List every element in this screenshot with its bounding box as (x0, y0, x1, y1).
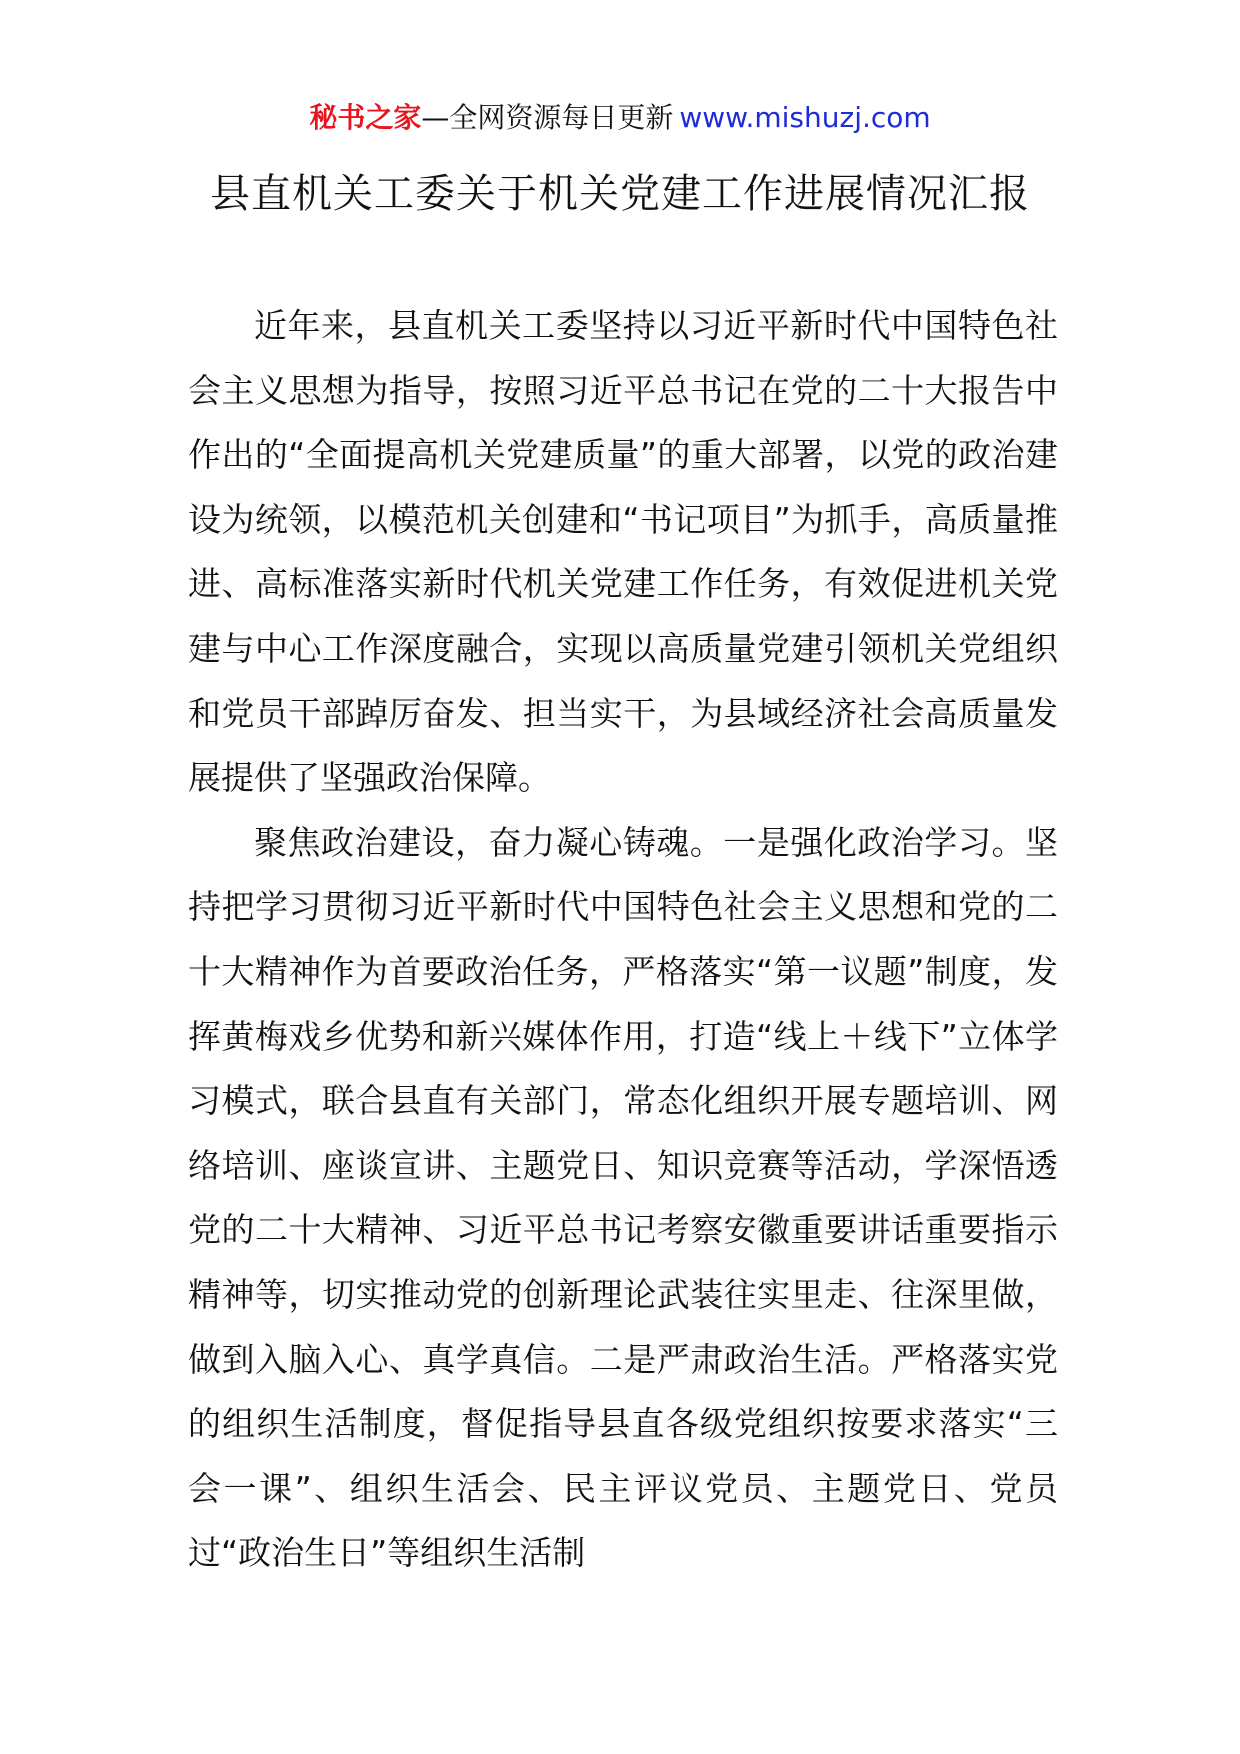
site-url-link[interactable]: www.mishuzj.com (679, 101, 931, 134)
site-banner (0, 98, 1240, 138)
document-body (188, 294, 1058, 1586)
site-tagline: —全网资源每日更新 (421, 101, 674, 134)
document-title: 县直机关工委关于机关党建工作进展情况汇报 (210, 171, 1030, 217)
site-brand: 秘书之家 (309, 101, 422, 134)
paragraph-intro: 近年来，县直机关工委坚持以习近平新时代中国特色社会主义思想为指导，按照习近平总书记在党的二十大报告中作出的“全面提高机关党建质量”的重大部署，以党的政治建设为统领，以模范机关创建和“书记项目”为抓手，高质量推进、高标准落实新时代机关党建工作任务，有效促进机关党建与中心工作深度融合，实现以高质量党建引领机关党组织和党员干部踔厉奋发、担当实干，为县域经济社会高质量发展提供了坚强政治保障。 (188, 306, 1058, 798)
paragraph-political-building: 聚焦政治建设，奋力凝心铸魂。一是强化政治学习。坚持把学习贯彻习近平新时代中国特色社会主义思想和党的二十大精神作为首要政治任务，严格落实“第一议题”制度，发挥黄梅戏乡优势和新兴媒体作用，打造“线上＋线下”立体学习模式，联合县直有关部门，常态化组织开展专题培训、网络培训、座谈宣讲、主题党日、知识竞赛等活动，学深悟透党的二十大精神、习近平总书记考察安徽重要讲话重要指示精神等，切实推动党的创新理论武装往实里走、往深里做，做到入脑入心、真学真信。二是严肃政治生活。严格落实党的组织生活制度，督促指导县直各级党组织按要求落实“三会一课”、组织生活会、民主评议党员、主题党日、党员过“政治生日”等组织生活制 (188, 822, 1058, 1573)
